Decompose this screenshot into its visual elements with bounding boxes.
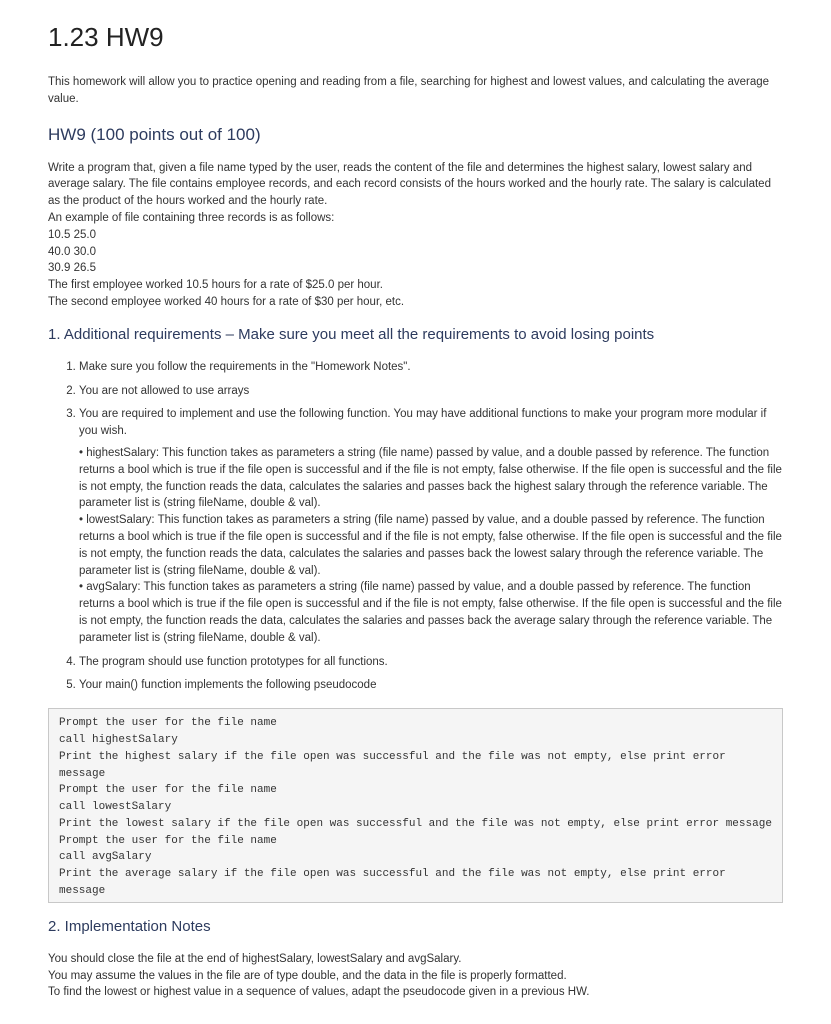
- example-record: 10.5 25.0: [48, 228, 96, 241]
- hw-heading: HW9 (100 points out of 100): [48, 124, 261, 144]
- example-record: 30.9 26.5: [48, 262, 96, 275]
- description-paragraph: Write a program that, given a file name typed by the user, reads the content of the file and determines the highest salary, lowest salary and average salary. The file contains employee records, and each record consists of the hours worked and the hourly rate. The salary is calculated as the product of the hours worked and the hourly rate.: [48, 161, 775, 208]
- implementation-notes: [48, 951, 783, 1001]
- requirement-text: You are not allowed to use arrays: [79, 384, 250, 397]
- requirement-item: [79, 359, 783, 376]
- requirement-text: Your main() function implements the following pseudocode: [79, 679, 377, 692]
- requirements-list: [48, 359, 783, 694]
- section2-heading: 2. Implementation Notes: [48, 917, 211, 935]
- requirement-text: You are required to implement and use the following function. You may have additional functions to make your program more modular if you wish.: [79, 408, 767, 438]
- function-list: [79, 445, 783, 647]
- example-note: The first employee worked 10.5 hours for a rate of $25.0 per hour.: [48, 279, 383, 292]
- requirement-item: [79, 677, 783, 694]
- page-title: 1.23 HW9: [48, 22, 164, 52]
- requirement-text: Make sure you follow the requirements in the "Homework Notes".: [79, 360, 411, 373]
- implementation-note: You should close the file at the end of highestSalary, lowestSalary and avgSalary.: [48, 952, 462, 965]
- function-lowest-salary: • lowestSalary: This function takes as parameters a string (file name) passed by value, and a double passed by reference. The function returns a bool which is true if the file open is successful and if the file is not empty, false otherwise. If the file open is successful and the file is not empty, the function reads the data, calculates the salaries and passes back the lowest salary through the reference variable. The parameter list is (string fileName, double & val).: [79, 514, 782, 577]
- function-avg-salary: • avgSalary: This function takes as parameters a string (file name) passed by value, and a double passed by reference. The function returns a bool which is true if the file open is successful and if the file is not empty, false otherwise. If the file open is successful and the file is not empty, the function reads the data, calculates the salaries and passes back the average salary through the reference variable. The parameter list is (string fileName, double & val).: [79, 581, 782, 644]
- implementation-note: You may assume the values in the file are of type double, and the data in the file is properly formatted.: [48, 969, 567, 982]
- example-note: The second employee worked 40 hours for a rate of $30 per hour, etc.: [48, 295, 405, 308]
- implementation-note: To find the lowest or highest value in a sequence of values, adapt the pseudocode given in a previous HW.: [48, 986, 590, 999]
- requirement-item: [79, 383, 783, 400]
- requirement-item: [79, 406, 783, 646]
- section1-heading: 1. Additional requirements – Make sure you meet all the requirements to avoid losing points: [48, 325, 655, 343]
- example-record: 40.0 30.0: [48, 245, 96, 258]
- requirement-item: [79, 654, 783, 671]
- requirement-text: The program should use function prototypes for all functions.: [79, 655, 388, 668]
- function-highest-salary: • highestSalary: This function takes as parameters a string (file name) passed by value, and a double passed by reference. The function returns a bool which is true if the file open is successful and if the file is not empty, false otherwise. If the file open is successful and the file is not empty, the function reads the data, calculates the salaries and passes back the highest salary through the reference variable. The parameter list is (string fileName, double & val).: [79, 446, 782, 510]
- description: [48, 160, 783, 311]
- pseudocode-block: Prompt the user for the file name call highestSalary Print the highest salary if the file open was successful and the file was not empty, else print error message Prompt the user for the file name call lowestSalary Print the lowest salary if the file open was successful and the file was not empty, else print error message Prompt the user for the file name call avgSalary Print the average salary if the file open was successful and the file was not empty, else print error message: [48, 708, 783, 903]
- intro-text: This homework will allow you to practice opening and reading from a file, searching for highest and lowest values, and calculating the average value.: [48, 76, 770, 105]
- example-intro: An example of file containing three records is as follows:: [48, 211, 335, 224]
